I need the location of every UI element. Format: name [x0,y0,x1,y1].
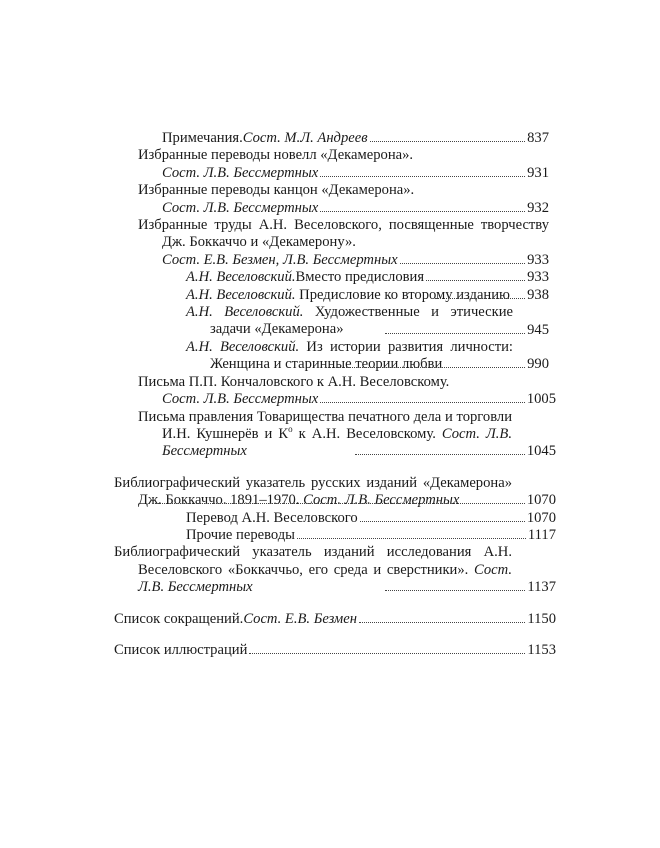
entry-author: А.Н. Веселовский. [186,286,296,303]
leader-dots [320,176,525,177]
entry-title: Список сокращений. [114,610,244,627]
entry-title: Избранные труды А.Н. Веселовского, посвященные творчеству Дж. Боккаччо и «Декамерону». [138,217,549,251]
entry-title: Вместо предисловия [295,269,425,286]
toc-entry [138,217,549,269]
toc-entry [138,409,556,461]
leader-dots [435,298,525,299]
toc-entry [114,544,556,596]
entry-author: Сост. М.Л. Андреев [242,130,368,146]
page-number: 931 [527,164,549,181]
leader-dots [385,590,525,591]
page-number: 1117 [527,527,556,544]
entry-author: Сост. Л.В. Бессмертных [138,561,512,596]
leader-dots [370,141,526,142]
page-number: 938 [527,286,549,303]
entry-title-cont: к А.Н. Веселовскому. [292,425,442,442]
entry-author: А.Н. Веселовский. [186,338,300,355]
entry-author: Сост. Л.В. Бессмертных [162,425,512,460]
toc-subentry [186,304,549,339]
page-number: 1070 [526,509,556,526]
entry-title: Из истории развития личности: Женщина и старинные теории любви [210,338,513,373]
toc-entry [138,147,549,182]
entry-title: Избранные переводы канцон «Декамерона». [138,182,415,199]
page-number: 933 [527,251,549,268]
leader-dots [359,622,525,623]
page-number: 932 [527,199,549,216]
leader-dots [355,454,525,455]
entry-title: Письма правления Товарищества печатного дела и торговли И.Н. Кушнерёв и К [138,408,512,442]
page-number: 945 [527,321,549,338]
superscript: о [288,424,293,435]
page-number: 1137 [527,579,556,596]
entry-title: Прочие переводы [186,527,295,544]
page-number: 1150 [527,610,556,627]
entry-author: Сост. Е.В. Безмен [243,610,357,627]
page-number: 1005 [526,391,556,408]
leader-dots [426,280,525,281]
leader-dots [360,521,525,522]
leader-dots [385,333,525,334]
entry-title: Художественные и этические задачи «Декамерона» [210,304,513,338]
toc-subentry [186,510,556,527]
entry-author: Сост. Л.В. Бессмертных [162,199,319,216]
leader-dots [249,653,525,654]
toc-entry [114,475,556,510]
entry-author: Сост. Е.В. Безмен, Л.В. Бессмертных [162,251,398,268]
entry-title: Избранные переводы новелл «Декамерона». [138,147,414,164]
page-number: 933 [527,269,549,286]
toc-entry [138,182,549,217]
toc-entry [114,611,556,628]
toc-subentry [186,339,549,374]
entry-title: Перевод А.Н. Веселовского [186,509,358,526]
leader-dots [320,402,525,403]
page-number: 837 [527,130,549,146]
page-number: 990 [527,356,549,373]
leader-dots [297,538,526,539]
leader-dots [320,211,525,212]
table-of-contents [0,130,660,659]
entry-title: Список иллюстраций [114,642,248,659]
page-number: 1045 [526,443,556,460]
toc-subentry [186,269,549,286]
leader-dots [325,367,525,368]
entry-title: Письма П.П. Кончаловского к А.Н. Веселовскому. [138,373,450,390]
entry-author: А.Н. Веселовский. [186,269,296,286]
toc-entry [162,130,549,147]
entry-title: Примечания. [162,130,243,146]
entry-title: Библиографический указатель русских изданий «Декамерона» Дж. Боккаччо. 1891–1970. [114,474,512,509]
entry-author: Сост. Л.В. Бессмертных [162,391,319,408]
toc-entry [114,642,556,659]
entry-author: Сост. Л.В. Бессмертных [303,492,460,509]
toc-subentry [186,287,549,304]
entry-title: Библиографический указатель изданий исследования А.Н. Веселовского «Боккаччьо, его среда и сверстники». [114,544,512,578]
toc-subentry [186,527,556,544]
entry-author: Сост. Л.В. Бессмертных [162,164,319,181]
toc-entry [138,374,556,409]
page-number: 1153 [527,642,556,659]
entry-author: А.Н. Веселовский. [186,304,304,321]
leader-dots [400,263,526,264]
leader-dots [155,503,525,504]
entry-title: Предисловие ко второму изданию [295,286,510,303]
page-number: 1070 [526,492,556,509]
